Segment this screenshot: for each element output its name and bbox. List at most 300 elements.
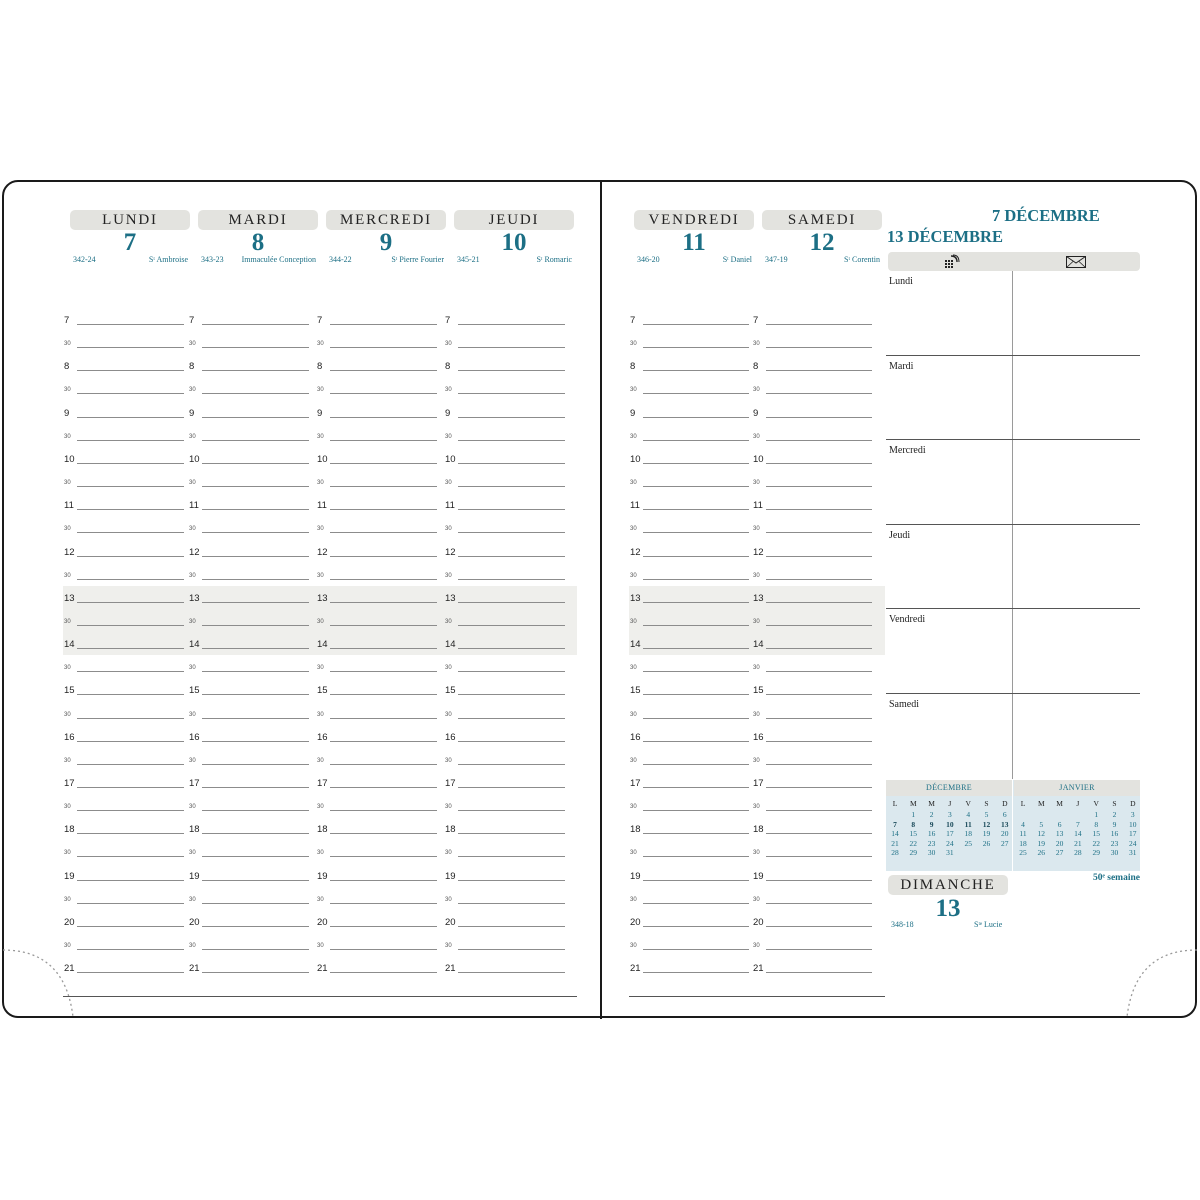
time-slot-line[interactable] xyxy=(202,556,309,557)
time-slot-line[interactable] xyxy=(330,648,437,649)
time-slot-line[interactable] xyxy=(202,440,309,441)
mini-calendar-day[interactable]: 3 xyxy=(948,810,952,819)
time-slot-line[interactable] xyxy=(77,463,184,464)
time-slot-line[interactable] xyxy=(77,579,184,580)
mini-calendar-day[interactable]: 22 xyxy=(909,838,918,848)
mini-calendar-day[interactable]: 14 xyxy=(891,829,899,839)
mini-calendar-day[interactable]: 11 xyxy=(1019,829,1027,839)
hour-label: 14 xyxy=(753,639,764,651)
time-slot-line[interactable] xyxy=(330,324,437,325)
time-slot-line[interactable] xyxy=(202,880,309,881)
day-number-mardi: 8 xyxy=(251,229,265,256)
time-slot-line[interactable] xyxy=(458,648,565,649)
hour-label: 9 xyxy=(445,407,451,419)
time-slot-line[interactable] xyxy=(77,972,184,973)
half-hour-label: 30 xyxy=(189,896,196,903)
mini-calendar-day[interactable]: 25 xyxy=(1019,848,1027,858)
hour-label: 20 xyxy=(445,916,456,928)
time-slot-line[interactable] xyxy=(766,810,872,811)
week-number: 50ᵉ semaine xyxy=(1092,873,1140,883)
time-slot-line[interactable] xyxy=(766,787,872,788)
hour-label: 8 xyxy=(630,361,636,373)
time-slot-line[interactable] xyxy=(202,856,309,857)
time-slot-line[interactable] xyxy=(458,393,565,394)
time-slot-line[interactable] xyxy=(330,486,437,487)
mini-calendar-weekday: S xyxy=(1112,799,1117,808)
time-slot-line[interactable] xyxy=(77,324,184,325)
time-slot-line[interactable] xyxy=(330,949,437,950)
time-slot-line[interactable] xyxy=(330,718,437,719)
time-slot-line[interactable] xyxy=(766,440,872,441)
time-slot-line[interactable] xyxy=(77,440,184,441)
time-slot-line[interactable] xyxy=(643,532,749,533)
time-slot-line[interactable] xyxy=(330,556,437,557)
time-slot-line[interactable] xyxy=(643,440,749,441)
time-slot-line[interactable] xyxy=(766,741,872,742)
time-slot-line[interactable] xyxy=(77,532,184,533)
time-slot-line[interactable] xyxy=(766,417,872,418)
time-slot-line[interactable] xyxy=(202,324,309,325)
mini-calendar-day[interactable]: 29 xyxy=(909,848,918,858)
time-slot-line[interactable] xyxy=(766,764,872,765)
time-slot-line[interactable] xyxy=(643,556,749,557)
time-slot-line[interactable] xyxy=(330,417,437,418)
time-slot-line[interactable] xyxy=(202,787,309,788)
mini-calendar-day[interactable]: 13 xyxy=(1001,819,1009,829)
time-slot-line[interactable] xyxy=(202,509,309,510)
half-hour-label: 30 xyxy=(64,480,71,487)
time-slot-line[interactable] xyxy=(643,393,749,394)
mini-calendar-day[interactable]: 23 xyxy=(927,838,936,848)
time-slot-line[interactable] xyxy=(643,486,749,487)
time-slot-line[interactable] xyxy=(766,856,872,857)
half-hour-label: 30 xyxy=(753,341,760,348)
time-slot-line[interactable] xyxy=(330,579,437,580)
time-slot-line[interactable] xyxy=(643,764,749,765)
mini-calendar-weekday: D xyxy=(1002,799,1008,808)
time-slot-line[interactable] xyxy=(330,532,437,533)
week-row-area-mercredi[interactable] xyxy=(886,458,1140,523)
mini-calendar-day[interactable]: 29 xyxy=(1092,848,1100,858)
time-slot-line[interactable] xyxy=(458,324,565,325)
time-slot-line[interactable] xyxy=(766,556,872,557)
half-hour-label: 30 xyxy=(64,433,71,440)
hour-label: 17 xyxy=(753,778,764,789)
half-hour-label: 30 xyxy=(630,480,637,487)
time-slot-line[interactable] xyxy=(643,671,749,672)
day-header-mardi: MARDI xyxy=(198,210,318,230)
time-slot-line[interactable] xyxy=(643,972,749,973)
time-slot-line[interactable] xyxy=(458,903,565,904)
mini-calendar-day[interactable]: 23 xyxy=(1110,838,1119,848)
day-header-dimanche: DIMANCHE xyxy=(888,875,1008,895)
time-slot-line[interactable] xyxy=(458,856,565,857)
mini-calendar-day[interactable]: 26 xyxy=(982,838,991,848)
time-slot-line[interactable] xyxy=(458,810,565,811)
mini-calendar-day[interactable]: 15 xyxy=(909,829,918,839)
time-slot-line[interactable] xyxy=(77,810,184,811)
time-slot-line[interactable] xyxy=(330,347,437,348)
time-slot-line[interactable] xyxy=(202,949,309,950)
time-slot-line[interactable] xyxy=(202,903,309,904)
time-slot-line[interactable] xyxy=(330,463,437,464)
time-slot-line[interactable] xyxy=(458,440,565,441)
time-slot-line[interactable] xyxy=(202,648,309,649)
time-slot-line[interactable] xyxy=(766,393,872,394)
mini-calendar-day[interactable]: 8 xyxy=(1094,819,1099,829)
time-slot-line[interactable] xyxy=(330,833,437,834)
week-row-area-vendredi[interactable] xyxy=(886,627,1140,692)
mini-calendar-day[interactable]: 27 xyxy=(1055,848,1064,858)
mini-calendar-day[interactable]: 21 xyxy=(891,838,899,848)
half-hour-label: 30 xyxy=(445,943,452,950)
time-slot-line[interactable] xyxy=(766,532,872,533)
time-slot-line[interactable] xyxy=(766,972,872,973)
mini-calendar-day[interactable]: 24 xyxy=(1129,838,1137,848)
time-slot-line[interactable] xyxy=(77,625,184,626)
time-slot-line[interactable] xyxy=(202,463,309,464)
mini-calendar-day[interactable]: 5 xyxy=(984,810,989,819)
mini-calendar-day[interactable]: 30 xyxy=(927,848,936,858)
half-hour-label: 30 xyxy=(189,433,196,440)
time-slot-line[interactable] xyxy=(77,347,184,348)
time-slot-line[interactable] xyxy=(458,972,565,973)
time-slot-line[interactable] xyxy=(202,671,309,672)
time-slot-line[interactable] xyxy=(330,787,437,788)
time-slot-line[interactable] xyxy=(77,856,184,857)
time-slot-line[interactable] xyxy=(643,787,749,788)
half-hour-label: 30 xyxy=(445,804,452,811)
time-slot-line[interactable] xyxy=(766,903,872,904)
mini-calendar-day[interactable]: 12 xyxy=(1037,829,1046,839)
hour-label: 10 xyxy=(317,453,328,465)
time-slot-line[interactable] xyxy=(766,926,872,927)
saint-vendredi: Sᵗ Daniel xyxy=(722,255,752,264)
mini-calendar-day[interactable]: 25 xyxy=(964,838,972,848)
hour-label: 15 xyxy=(445,685,456,697)
time-slot-line[interactable] xyxy=(77,370,184,371)
half-hour-label: 30 xyxy=(189,572,196,579)
mini-calendar-day[interactable]: 7 xyxy=(893,819,897,829)
hour-label: 16 xyxy=(64,731,75,743)
time-slot-line[interactable] xyxy=(77,718,184,719)
mini-calendar-day[interactable]: 27 xyxy=(1001,838,1009,848)
day-header-jeudi: JEUDI xyxy=(454,210,574,230)
hour-label: 10 xyxy=(753,453,764,465)
time-slot-line[interactable] xyxy=(330,370,437,371)
time-slot-line[interactable] xyxy=(643,926,749,927)
time-slot-line[interactable] xyxy=(766,370,872,371)
mini-calendar-weekday: M xyxy=(1037,799,1045,808)
time-slot-line[interactable] xyxy=(77,741,184,742)
week-row-area-samedi[interactable] xyxy=(886,712,1140,777)
time-slot-line[interactable] xyxy=(77,417,184,418)
time-slot-line[interactable] xyxy=(643,347,749,348)
mini-calendar-day[interactable]: 6 xyxy=(1002,810,1007,819)
time-slot-line[interactable] xyxy=(643,741,749,742)
time-slot-line[interactable] xyxy=(330,671,437,672)
time-slot-line[interactable] xyxy=(458,509,565,510)
time-slot-line[interactable] xyxy=(643,903,749,904)
time-slot-line[interactable] xyxy=(458,787,565,788)
half-hour-label: 30 xyxy=(64,850,71,857)
mini-calendar-day[interactable]: 18 xyxy=(964,829,972,839)
time-slot-line[interactable] xyxy=(458,532,565,533)
week-row-area-mardi[interactable] xyxy=(886,374,1140,439)
time-slot-line[interactable] xyxy=(766,486,872,487)
half-hour-label: 30 xyxy=(64,618,71,625)
half-hour-label: 30 xyxy=(445,757,452,764)
week-row-area-jeudi[interactable] xyxy=(886,543,1140,608)
time-slot-line[interactable] xyxy=(766,347,872,348)
time-slot-line[interactable] xyxy=(458,417,565,418)
time-slot-line[interactable] xyxy=(766,671,872,672)
half-hour-label: 30 xyxy=(445,387,452,394)
time-slot-line[interactable] xyxy=(330,625,437,626)
time-slot-line[interactable] xyxy=(330,764,437,765)
time-slot-line[interactable] xyxy=(330,810,437,811)
mini-calendar-day[interactable]: 3 xyxy=(1130,810,1135,819)
time-slot-line[interactable] xyxy=(330,741,437,742)
time-slot-line[interactable] xyxy=(330,393,437,394)
time-slot-line[interactable] xyxy=(330,880,437,881)
mini-calendar-day[interactable]: 6 xyxy=(1057,819,1062,829)
mini-calendar-day[interactable]: 24 xyxy=(946,838,954,848)
time-slot-line[interactable] xyxy=(202,486,309,487)
time-slot-line[interactable] xyxy=(643,856,749,857)
time-slot-line[interactable] xyxy=(643,463,749,464)
time-slot-line[interactable] xyxy=(766,324,872,325)
mini-calendar-day[interactable]: 20 xyxy=(1001,829,1009,839)
hour-label: 8 xyxy=(189,361,195,373)
week-row-area-lundi[interactable] xyxy=(886,289,1140,354)
mini-calendar-day[interactable]: 31 xyxy=(946,848,954,858)
time-slot-line[interactable] xyxy=(643,625,749,626)
time-slot-line[interactable] xyxy=(202,579,309,580)
time-slot-line[interactable] xyxy=(330,602,437,603)
time-slot-line[interactable] xyxy=(458,949,565,950)
mini-calendar-day[interactable]: 1 xyxy=(1094,810,1099,819)
half-hour-label: 30 xyxy=(753,896,760,903)
time-slot-line[interactable] xyxy=(330,926,437,927)
time-slot-line[interactable] xyxy=(330,509,437,510)
time-slot-line[interactable] xyxy=(643,694,749,695)
time-slot-line[interactable] xyxy=(458,741,565,742)
hour-label: 9 xyxy=(753,407,759,419)
time-slot-line[interactable] xyxy=(458,486,565,487)
day-number-vendredi: 11 xyxy=(682,229,706,256)
mini-calendar-day[interactable]: 5 xyxy=(1039,819,1044,829)
hour-label: 17 xyxy=(189,778,200,789)
half-hour-label: 30 xyxy=(630,943,637,950)
time-slot-line[interactable] xyxy=(766,579,872,580)
half-hour-label: 30 xyxy=(317,896,324,903)
envelope-icon xyxy=(1066,256,1086,268)
time-slot-line[interactable] xyxy=(202,764,309,765)
time-slot-line[interactable] xyxy=(458,463,565,464)
mini-calendar-day[interactable]: 11 xyxy=(964,819,972,829)
hour-label: 14 xyxy=(445,639,456,651)
time-slot-line[interactable] xyxy=(643,833,749,834)
mini-calendar-day[interactable]: 8 xyxy=(911,819,916,829)
time-slot-line[interactable] xyxy=(202,602,309,603)
time-slot-line[interactable] xyxy=(643,417,749,418)
mini-calendar-day[interactable]: 17 xyxy=(1129,829,1137,839)
half-hour-label: 30 xyxy=(189,526,196,533)
mini-calendar-day[interactable]: 14 xyxy=(1074,829,1082,839)
time-slot-line[interactable] xyxy=(330,903,437,904)
mini-calendar-day[interactable]: 10 xyxy=(1129,819,1137,829)
time-slot-line[interactable] xyxy=(202,741,309,742)
time-slot-line[interactable] xyxy=(458,880,565,881)
time-slot-line[interactable] xyxy=(458,347,565,348)
mini-calendar-day[interactable]: 9 xyxy=(1112,819,1117,829)
time-slot-line[interactable] xyxy=(458,694,565,695)
time-slot-line[interactable] xyxy=(202,417,309,418)
time-slot-line[interactable] xyxy=(766,949,872,950)
time-slot-line[interactable] xyxy=(766,880,872,881)
mini-calendar-day[interactable]: 28 xyxy=(1074,848,1082,858)
time-slot-line[interactable] xyxy=(766,694,872,695)
mini-calendar-day[interactable]: 13 xyxy=(1055,829,1064,839)
hour-label: 20 xyxy=(753,916,764,928)
mini-calendar-day[interactable]: 20 xyxy=(1055,838,1064,848)
mini-calendar-day[interactable]: 22 xyxy=(1092,838,1100,848)
time-slot-line[interactable] xyxy=(202,810,309,811)
time-slot-line[interactable] xyxy=(77,787,184,788)
hour-label: 16 xyxy=(630,731,641,743)
time-slot-line[interactable] xyxy=(766,463,872,464)
mini-calendar-day[interactable]: 9 xyxy=(929,819,934,829)
hour-label: 15 xyxy=(317,685,328,697)
time-slot-line[interactable] xyxy=(766,648,872,649)
mini-calendar-day[interactable]: 16 xyxy=(927,829,936,839)
mini-calendar-day[interactable]: 7 xyxy=(1076,819,1080,829)
mini-calendar-day[interactable]: 19 xyxy=(1037,838,1046,848)
time-slot-line[interactable] xyxy=(77,556,184,557)
time-slot-line[interactable] xyxy=(458,370,565,371)
time-slot-line[interactable] xyxy=(458,671,565,672)
time-slot-line[interactable] xyxy=(458,926,565,927)
mini-calendar-day[interactable]: 30 xyxy=(1110,848,1119,858)
time-slot-line[interactable] xyxy=(202,393,309,394)
time-slot-line[interactable] xyxy=(766,718,872,719)
mini-calendar-day[interactable]: 31 xyxy=(1129,848,1137,858)
mini-calendar-day[interactable]: 4 xyxy=(1021,819,1025,829)
day-header-mercredi: MERCREDI xyxy=(326,210,446,230)
time-slot-line[interactable] xyxy=(458,602,565,603)
hour-label: 17 xyxy=(317,778,328,789)
mini-calendar-day[interactable]: 16 xyxy=(1110,829,1119,839)
time-slot-line[interactable] xyxy=(458,556,565,557)
time-slot-line[interactable] xyxy=(77,393,184,394)
time-slot-line[interactable] xyxy=(77,949,184,950)
time-slot-line[interactable] xyxy=(643,579,749,580)
time-slot-line[interactable] xyxy=(330,972,437,973)
time-slot-line[interactable] xyxy=(77,671,184,672)
mini-calendar-day[interactable]: 28 xyxy=(891,848,899,858)
time-slot-line[interactable] xyxy=(202,694,309,695)
time-slot-line[interactable] xyxy=(330,694,437,695)
mini-calendar-day[interactable]: 17 xyxy=(946,829,954,839)
time-slot-line[interactable] xyxy=(643,648,749,649)
time-slot-line[interactable] xyxy=(643,810,749,811)
time-slot-line[interactable] xyxy=(766,509,872,510)
mini-calendar-day[interactable]: 12 xyxy=(982,819,991,829)
half-hour-label: 30 xyxy=(753,665,760,672)
time-slot-line[interactable] xyxy=(643,880,749,881)
time-slot-line[interactable] xyxy=(77,648,184,649)
time-slot-line[interactable] xyxy=(458,579,565,580)
hour-label: 13 xyxy=(189,592,200,604)
time-slot-line[interactable] xyxy=(643,509,749,510)
time-slot-line[interactable] xyxy=(458,625,565,626)
time-slot-line[interactable] xyxy=(202,833,309,834)
time-slot-line[interactable] xyxy=(766,625,872,626)
mini-calendar-day[interactable]: 1 xyxy=(911,810,916,819)
half-hour-label: 30 xyxy=(630,850,637,857)
time-slot-line[interactable] xyxy=(202,347,309,348)
half-hour-label: 30 xyxy=(445,711,452,718)
time-slot-line[interactable] xyxy=(77,903,184,904)
mini-calendar-day[interactable]: 26 xyxy=(1037,848,1046,858)
time-slot-line[interactable] xyxy=(77,764,184,765)
time-slot-line[interactable] xyxy=(77,833,184,834)
mini-calendar-day[interactable]: 4 xyxy=(966,810,971,819)
time-slot-line[interactable] xyxy=(77,602,184,603)
mini-calendar-day[interactable]: 18 xyxy=(1019,838,1027,848)
time-slot-line[interactable] xyxy=(643,718,749,719)
week-row-label-vendredi: Vendredi xyxy=(889,614,926,625)
time-slot-line[interactable] xyxy=(643,949,749,950)
time-slot-line[interactable] xyxy=(77,486,184,487)
half-hour-label: 30 xyxy=(64,943,71,950)
time-slot-line[interactable] xyxy=(77,880,184,881)
hour-label: 20 xyxy=(189,916,200,928)
time-slot-line[interactable] xyxy=(202,926,309,927)
time-slot-line[interactable] xyxy=(766,833,872,834)
time-slot-line[interactable] xyxy=(77,926,184,927)
mini-calendar-day[interactable]: 21 xyxy=(1074,838,1082,848)
hour-label: 18 xyxy=(317,824,328,836)
time-slot-line[interactable] xyxy=(458,718,565,719)
time-slot-line[interactable] xyxy=(766,602,872,603)
time-slot-line[interactable] xyxy=(202,625,309,626)
time-slot-line[interactable] xyxy=(77,509,184,510)
time-slot-line[interactable] xyxy=(202,972,309,973)
mini-calendar-day[interactable]: 15 xyxy=(1092,829,1100,839)
time-slot-line[interactable] xyxy=(330,440,437,441)
mini-calendar-weekday: V xyxy=(965,799,971,808)
time-slot-line[interactable] xyxy=(202,718,309,719)
time-slot-line[interactable] xyxy=(330,856,437,857)
time-slot-line[interactable] xyxy=(202,532,309,533)
mini-calendar-day[interactable]: 19 xyxy=(982,829,991,839)
hour-label: 21 xyxy=(445,963,456,975)
mini-calendar-day[interactable]: 2 xyxy=(1112,810,1117,819)
mini-calendar-day[interactable]: 10 xyxy=(946,819,954,829)
mini-calendar-day[interactable]: 2 xyxy=(929,810,934,819)
time-slot-line[interactable] xyxy=(643,324,749,325)
time-slot-line[interactable] xyxy=(458,764,565,765)
time-slot-line[interactable] xyxy=(458,833,565,834)
time-slot-line[interactable] xyxy=(643,370,749,371)
week-row-label-jeudi: Jeudi xyxy=(889,529,911,541)
time-slot-line[interactable] xyxy=(643,602,749,603)
time-slot-line[interactable] xyxy=(77,694,184,695)
week-row-label-samedi: Samedi xyxy=(889,698,919,710)
time-slot-line[interactable] xyxy=(202,370,309,371)
